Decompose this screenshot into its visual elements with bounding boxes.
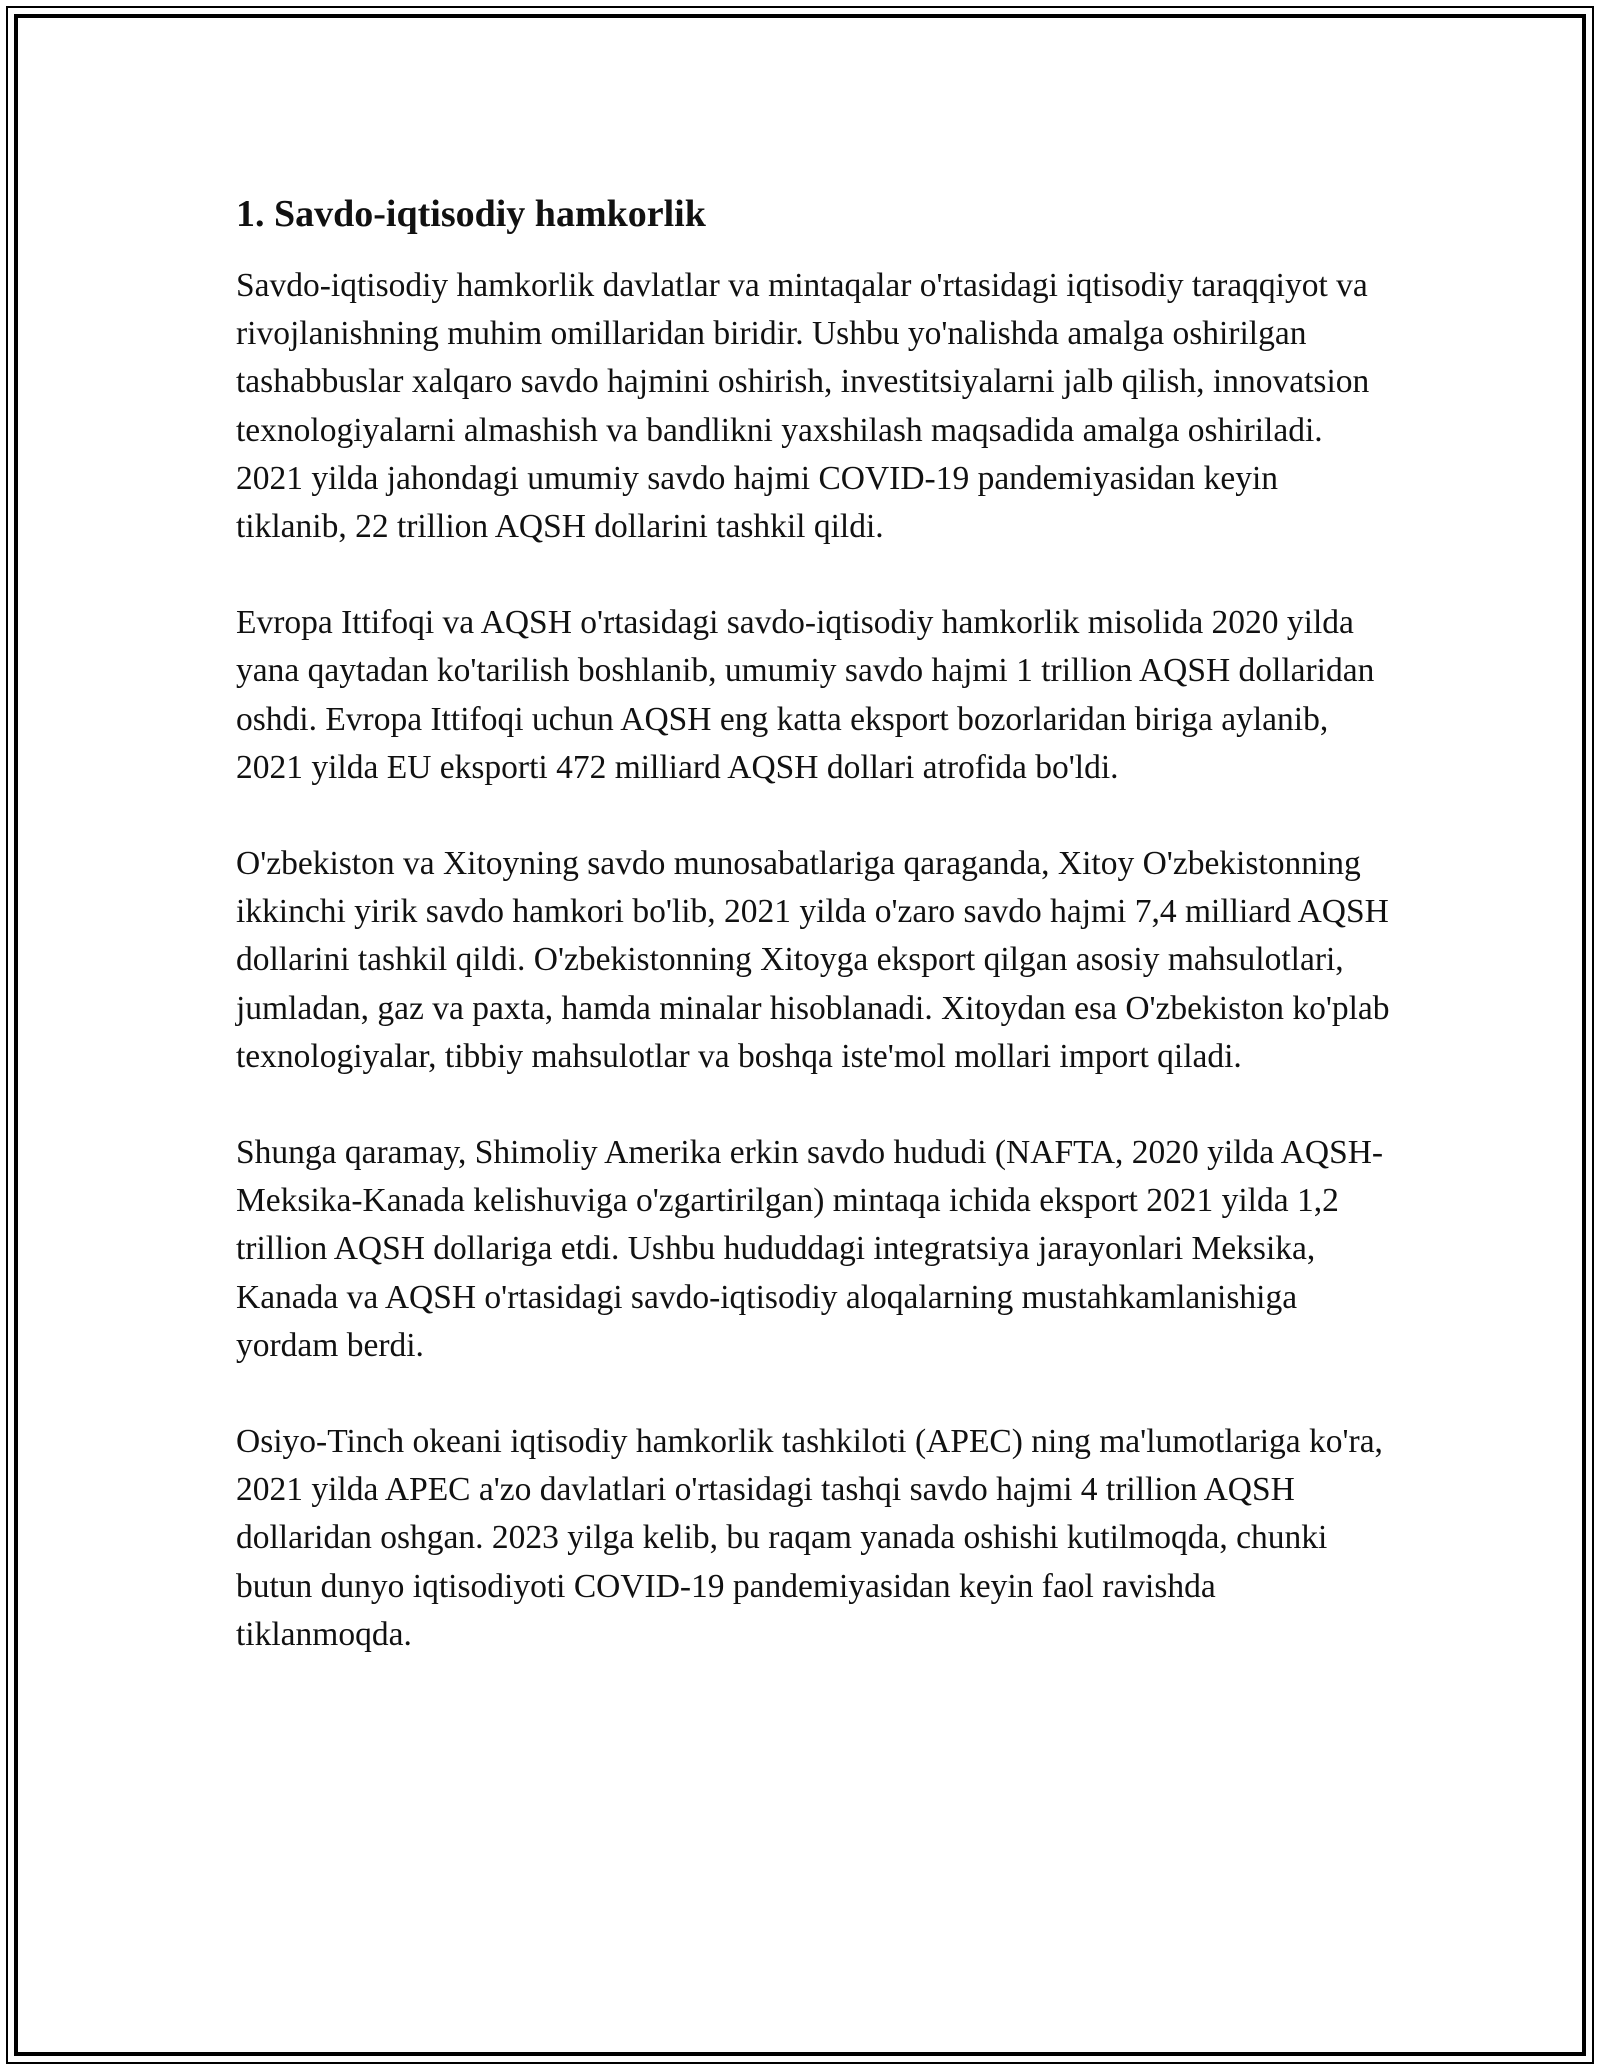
- paragraph-3: O'zbekiston va Xitoyning savdo munosabatlariga qaraganda, Xitoy O'zbekistonning ikkinchi yirik savdo hamkori bo'lib, 2021 yilda o'zaro savdo hajmi 7,4 milliard AQSH dollarini tashkil qildi. O'zbekistonning Xitoyga eksport qilgan asosiy mahsulotlari, jumladan, gaz va paxta, hamda minalar hisoblanadi. Xitoydan esa O'zbekiston ko'plab texnologiyalar, tibbiy mahsulotlar va boshqa iste'mol mollari import qiladi.: [236, 845, 1390, 1075]
- paragraph-1: Savdo-iqtisodiy hamkorlik davlatlar va mintaqalar o'rtasidagi iqtisodiy taraqqiyot va rivojlanishning muhim omillaridan biridir. Ushbu yo'nalishda amalga oshirilgan tashabbuslar xalqaro savdo hajmini oshirish, investitsiyalarni jalb qilish, innovatsion texnologiyalarni almashish va bandlikni yaxshilash maqsadida amalga oshiriladi. 2021 yilda jahondagi umumiy savdo hajmi COVID-19 pandemiyasidan keyin tiklanib, 22 trillion AQSH dollarini tashkil qildi.: [236, 267, 1370, 546]
- section-title: 1. Savdo-iqtisodiy hamkorlik: [236, 193, 706, 235]
- paragraph-2: Evropa Ittifoqi va AQSH o'rtasidagi savdo-iqtisodiy hamkorlik misolida 2020 yilda yana qaytadan ko'tarilish boshlanib, umumiy savdo hajmi 1 trillion AQSH dollaridan oshdi. Evropa Ittifoqi uchun AQSH eng katta eksport bozorlaridan biriga aylanib, 2021 yilda EU eksporti 472 milliard AQSH dollari atrofida bo'ldi.: [236, 604, 1375, 786]
- paragraph-4: Shunga qaramay, Shimoliy Amerika erkin savdo hududi (NAFTA, 2020 yilda AQSH-Meksika-Kanada kelishuviga o'zgartirilgan) mintaqa ichida eksport 2021 yilda 1,2 trillion AQSH dollariga etdi. Ushbu hududdagi integratsiya jarayonlari Meksika, Kanada va AQSH o'rtasidagi savdo-iqtisodiy aloqalarning mustahkamlanishiga yordam berdi.: [236, 1134, 1384, 1364]
- paragraph-5: Osiyo-Tinch okeani iqtisodiy hamkorlik tashkiloti (APEC) ning ma'lumotlariga ko'ra, 2021 yilda APEC a'zo davlatlari o'rtasidagi tashqi savdo hajmi 4 trillion AQSH dollaridan oshgan. 2023 yilga kelib, bu raqam yanada oshishi kutilmoqda, chunki butun dunyo iqtisodiyoti COVID-19 pandemiyasidan keyin faol ravishda tiklanmoqda.: [236, 1423, 1383, 1653]
- document-body: [236, 186, 1396, 1707]
